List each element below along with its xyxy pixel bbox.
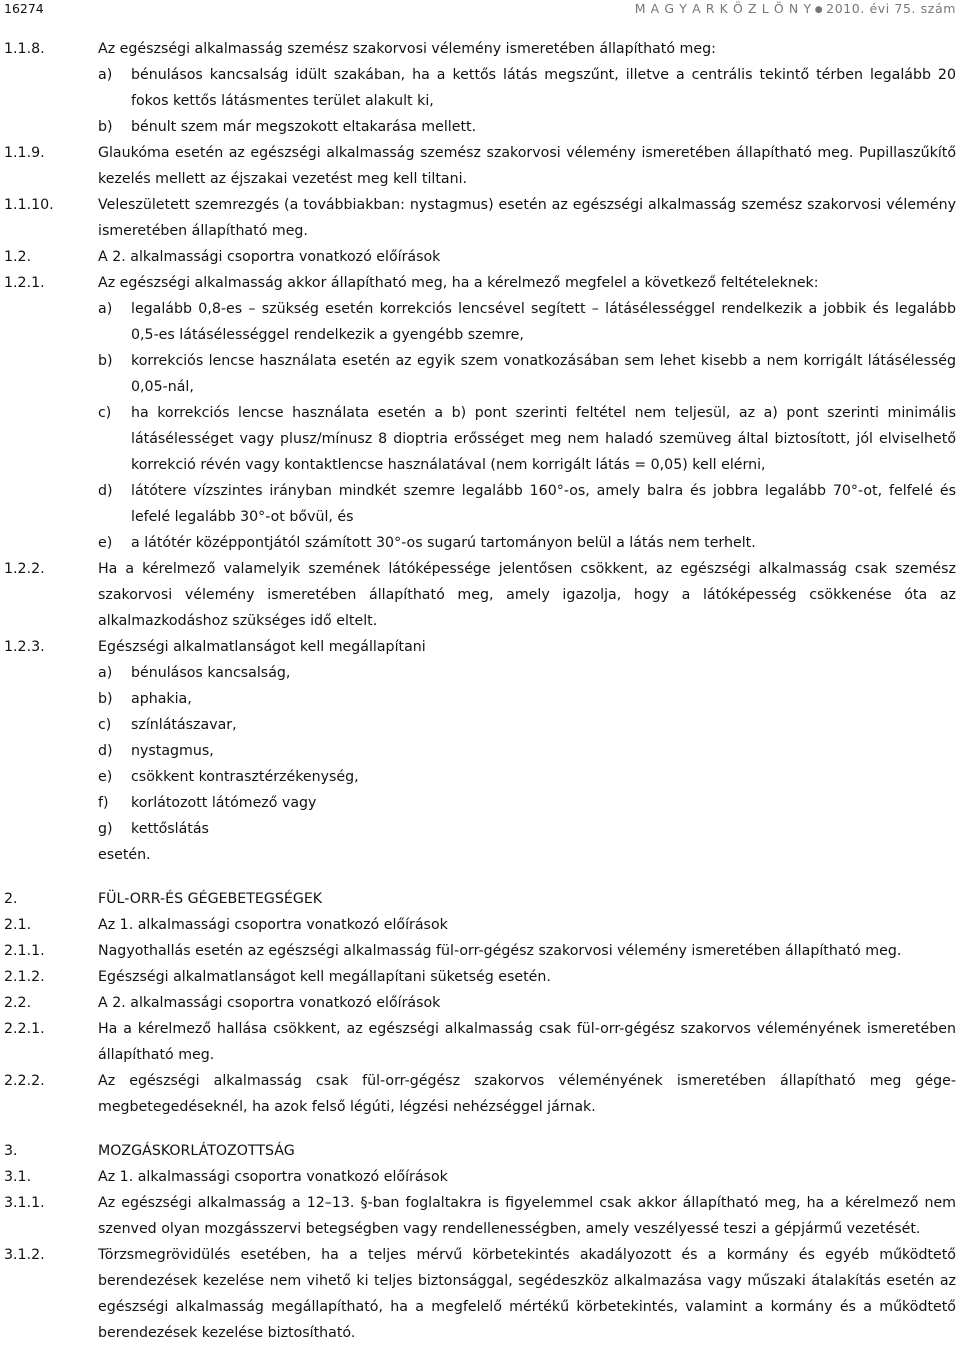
section-text: Törzsmegrövidülés esetében, ha a teljes mérvű körbetekintés akadályozott és a kormány és egyéb működtető berendezések kezelése nem vihető ki teljes biztonsággal, segédeszköz alkalmazása vagy műszaki átalakítás esetén az egészségi alkalmasság megállapítható, ha a megfelelő mértékű körbetekintés, valamint a kormány és a működtető berendezések kezelése biztosítható.	[98, 1247, 956, 1341]
list-label: d)	[98, 483, 113, 499]
section-2	[0, 886, 960, 912]
document-body	[0, 36, 960, 1346]
list-label: e)	[98, 535, 113, 551]
list-label: b)	[98, 353, 113, 369]
list-text: kettőslátás	[131, 821, 209, 837]
section-1-1-9	[0, 140, 960, 192]
list-text: ha korrekciós lencse használata esetén a b) pont szerinti feltétel nem teljesül, az a) pont szerinti minimális látásélességet vagy plusz/mínusz 8 dioptria erősséget meg nem haladó szemüveg által biztosított, jól elviselhető korrekció révén vagy kontaktlencse használatával (nem korrigált látás = 0,05) kell elérni,	[131, 405, 956, 473]
section-number: 1.2.2.	[4, 561, 45, 577]
section-2-1-1	[0, 938, 960, 964]
list-text: legalább 0,8-es – szükség esetén korrekciós lencsével segített – látásélességgel rendelkezik a jobbik és legalább 0,5-es látásélességgel rendelkezik a gyengébb szemre,	[131, 301, 956, 343]
list-label: a)	[98, 67, 113, 83]
spacer	[0, 868, 960, 886]
section-text: Az egészségi alkalmasság a 12–13. §-ban foglaltakra is figyelemmel csak akkor állapítható meg, ha a kérelmező nem szenved olyan mozgásszervi betegségben vagy rendellenességben, amely veszélyessé teszi a gépjármű vezetését.	[98, 1195, 956, 1237]
journal-name: M A G Y A R K Ö Z L Ö N Y	[634, 1, 812, 16]
section-number: 2.1.1.	[4, 943, 45, 959]
section-number: 2.2.1.	[4, 1021, 45, 1037]
section-number: 2.1.	[4, 917, 32, 933]
section-heading: Az 1. alkalmassági csoportra vonatkozó előírások	[98, 917, 448, 933]
section-number: 1.2.1.	[4, 275, 45, 291]
section-number: 1.1.8.	[4, 41, 45, 57]
list-item	[98, 816, 956, 842]
list-label: b)	[98, 691, 113, 707]
list-item	[98, 530, 956, 556]
journal-title	[635, 1, 956, 16]
journal-issue: 2010. évi 75. szám	[826, 1, 956, 16]
section-number: 1.1.9.	[4, 145, 45, 161]
section-1-2	[0, 244, 960, 270]
list-text: a látótér középpontjától számított 30°-os sugarú tartományon belül a látás nem terhelt.	[131, 535, 756, 551]
list-label: e)	[98, 769, 113, 785]
list-text: látótere vízszintes irányban mindkét szemre legalább 160°-os, amely balra és jobbra legalább 70°-ot, felfelé és lefelé legalább 30°-ot bővül, és	[131, 483, 956, 525]
section-1-1-10	[0, 192, 960, 244]
list-text: bénult szem már megszokott eltakarása mellett.	[131, 119, 477, 135]
section-text: Ha a kérelmező hallása csökkent, az egészségi alkalmasság csak fül-orr-gégész szakorvos véleményének ismeretében állapítható meg.	[98, 1021, 956, 1063]
list-item	[98, 400, 956, 478]
section-text: Az egészségi alkalmasság csak fül-orr-gégész szakorvos véleményének ismeretében állapítható meg gége-megbetegedéseknél, ha azok felső légúti, légzési nehézséggel járnak.	[98, 1073, 956, 1115]
section-number: 1.1.10.	[4, 197, 54, 213]
section-text: Ha a kérelmező valamelyik szemének látóképessége jelentősen csökkent, az egészségi alkalmasság csak szemész szakorvosi vélemény ismeretében állapítható meg, amely igazolja, hogy a látóképesség csökkenése óta az alkalmazkodáshoz szükséges idő eltelt.	[98, 561, 956, 629]
section-number: 1.2.	[4, 249, 32, 265]
section-1-2-1	[0, 270, 960, 296]
section-heading: Az 1. alkalmassági csoportra vonatkozó előírások	[98, 1169, 448, 1185]
section-text: Veleszületett szemrezgés (a továbbiakban: nystagmus) esetén az egészségi alkalmasság szemész szakorvosi vélemény ismeretében állapítható meg.	[98, 197, 956, 239]
list-text: csökkent kontrasztérzékenység,	[131, 769, 359, 785]
spacer	[0, 1120, 960, 1138]
list-label: c)	[98, 717, 112, 733]
section-number: 2.	[4, 891, 18, 907]
section-number: 2.2.	[4, 995, 32, 1011]
section-number: 3.	[4, 1143, 18, 1159]
list-text: bénulásos kancsalság,	[131, 665, 291, 681]
section-2-1-2	[0, 964, 960, 990]
page-number: 16274	[4, 1, 44, 16]
list-item	[98, 478, 956, 530]
section-2-1	[0, 912, 960, 938]
section-heading: A 2. alkalmassági csoportra vonatkozó előírások	[98, 995, 441, 1011]
section-2-2-2	[0, 1068, 960, 1120]
section-number: 3.1.	[4, 1169, 32, 1185]
section-text: Az egészségi alkalmasság akkor állapítható meg, ha a kérelmező megfelel a következő feltételeknek:	[98, 275, 819, 291]
section-3-1-2	[0, 1242, 960, 1346]
list-label: g)	[98, 821, 113, 837]
section-2-2	[0, 990, 960, 1016]
section-2-2-1	[0, 1016, 960, 1068]
page-header	[4, 0, 956, 18]
list-label: d)	[98, 743, 113, 759]
list-item	[98, 296, 956, 348]
section-heading: A 2. alkalmassági csoportra vonatkozó előírások	[98, 249, 441, 265]
section-number: 2.2.2.	[4, 1073, 45, 1089]
section-text: Nagyothallás esetén az egészségi alkalmasság fül-orr-gégész szakorvosi vélemény ismeretében állapítható meg.	[98, 943, 902, 959]
list-item	[98, 712, 956, 738]
list-label: c)	[98, 405, 112, 421]
list-text: bénulásos kancsalság idült szakában, ha a kettős látás megszűnt, illetve a centrális tekintő térben legalább 20 fokos kettős látásmentes terület alakult ki,	[131, 67, 956, 109]
list-label: f)	[98, 795, 109, 811]
section-3-1	[0, 1164, 960, 1190]
list-item	[98, 660, 956, 686]
list-closing: esetén.	[98, 847, 151, 863]
section-3	[0, 1138, 960, 1164]
chapter-title: MOZGÁSKORLÁTOZOTTSÁG	[98, 1143, 295, 1159]
list-item	[98, 62, 956, 114]
section-1-1-8	[0, 36, 960, 62]
list-text: színlátászavar,	[131, 717, 237, 733]
section-3-1-1	[0, 1190, 960, 1242]
section-1-2-2	[0, 556, 960, 634]
list-text: korlátozott látómező vagy	[131, 795, 317, 811]
section-1-2-3	[0, 634, 960, 660]
list-item	[98, 686, 956, 712]
list-text: korrekciós lencse használata esetén az egyik szem vonatkozásában sem lehet kisebb a nem korrigált látásélesség 0,05-nál,	[131, 353, 956, 395]
section-number: 3.1.1.	[4, 1195, 45, 1211]
list-item	[98, 764, 956, 790]
list-label: a)	[98, 665, 113, 681]
section-number: 3.1.2.	[4, 1247, 45, 1263]
list-text: nystagmus,	[131, 743, 214, 759]
section-text: Egészségi alkalmatlanságot kell megállapítani süketség esetén.	[98, 969, 551, 985]
section-text: Egészségi alkalmatlanságot kell megállapítani	[98, 639, 426, 655]
list-text: aphakia,	[131, 691, 192, 707]
bullet-separator: ●	[814, 5, 824, 15]
section-number: 1.2.3.	[4, 639, 45, 655]
list-label: b)	[98, 119, 113, 135]
list-item	[98, 114, 956, 140]
list-label: a)	[98, 301, 113, 317]
section-text: Az egészségi alkalmasság szemész szakorvosi vélemény ismeretében állapítható meg:	[98, 41, 716, 57]
list-item	[98, 790, 956, 816]
list-item	[98, 738, 956, 764]
section-number: 2.1.2.	[4, 969, 45, 985]
section-text: Glaukóma esetén az egészségi alkalmasság szemész szakorvosi vélemény ismeretében állapítható meg. Pupillaszűkítő kezelés mellett az éjszakai vezetést meg kell tiltani.	[98, 145, 956, 187]
list-item	[98, 348, 956, 400]
chapter-title: FÜL-ORR-ÉS GÉGEBETEGSÉGEK	[98, 891, 323, 907]
